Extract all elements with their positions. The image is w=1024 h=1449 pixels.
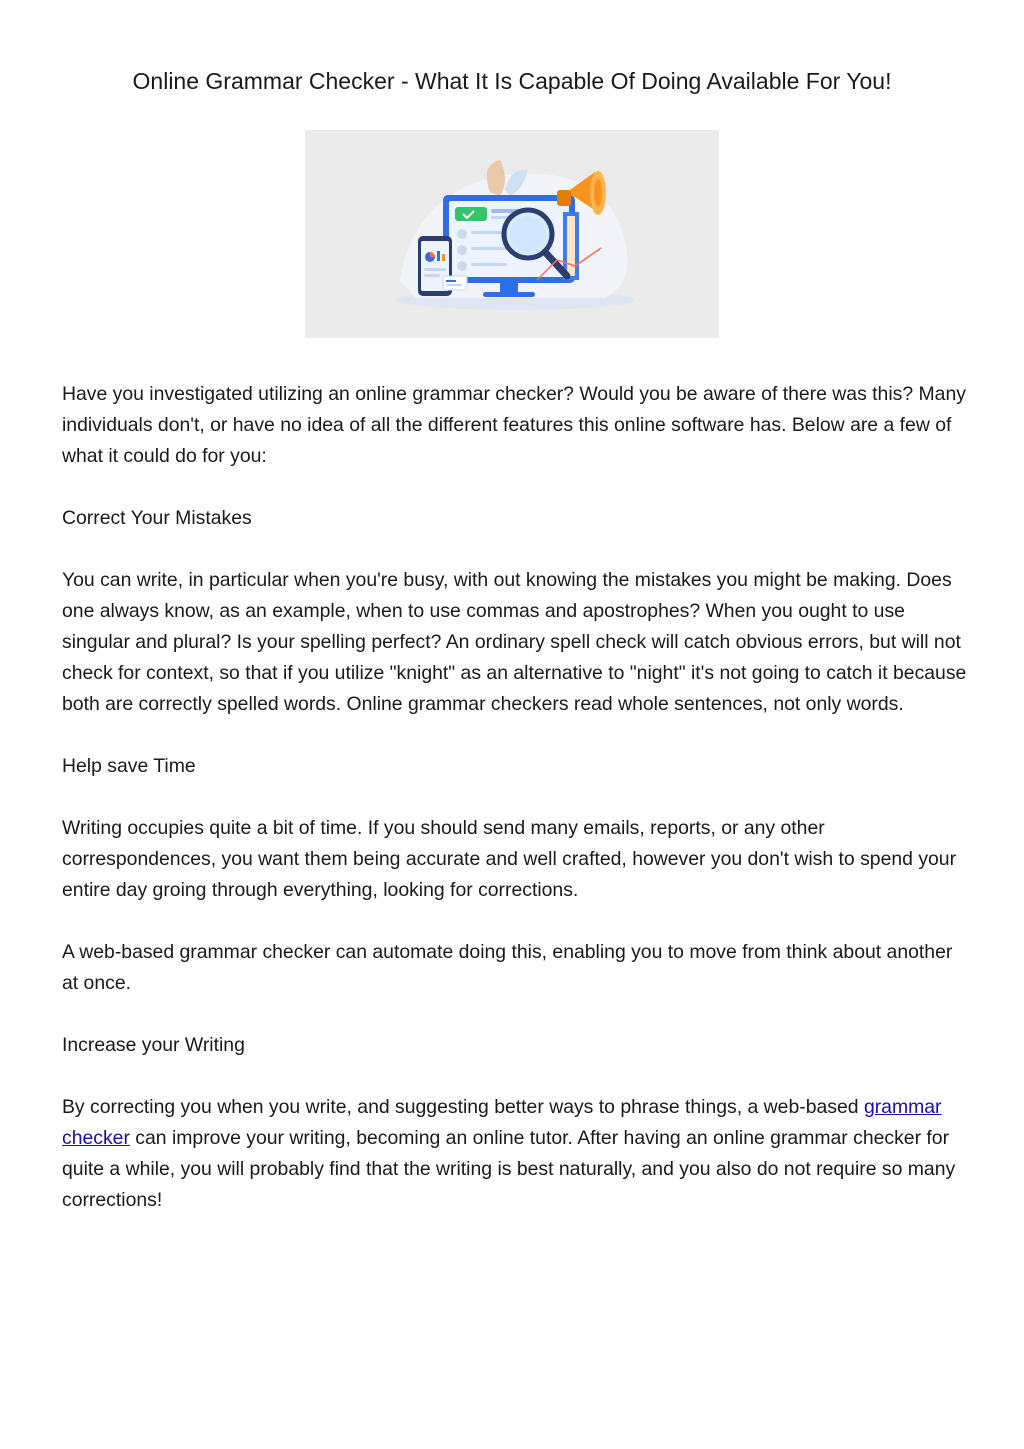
section-body-save-time-2: A web-based grammar checker can automate doing this, enabling you to move from think about another at once. [62, 941, 953, 994]
hero-image [305, 130, 719, 338]
intro-paragraph: Have you investigated utilizing an online grammar checker? Would you be aware of there was this? Many individuals don't, or have no idea of all the different features this online software has. Below are a few of what it could do for you: [62, 383, 966, 467]
section-heading-correct-mistakes: Correct Your Mistakes [62, 507, 252, 529]
body-text-before-link: By correcting you when you write, and suggesting better ways to phrase things, a web-based [62, 1096, 864, 1118]
section-body-save-time-1: Writing occupies quite a bit of time. If you should send many emails, reports, or any other correspondences, you want them being accurate and well crafted, however you don't wish to spend your entire day groing through everything, looking for corrections. [62, 817, 957, 901]
section-body-increase-writing [62, 1092, 967, 1216]
section-heading-save-time: Help save Time [62, 755, 196, 777]
grammar-checker-link[interactable]: grammar checker [62, 1096, 942, 1149]
section-heading-increase-writing: Increase your Writing [62, 1034, 245, 1056]
section-body-correct-mistakes: You can write, in particular when you're busy, with out knowing the mistakes you might be making. Does one always know, as an example, when to use commas and apostrophes? When you ought to use singular and plural? Is your spelling perfect? An ordinary spell check will catch obvious errors, but will not check for context, so that if you utilize "knight" as an alternative to "night" it's not going to catch it because both are correctly spelled words. Online grammar checkers read whole sentences, not only words. [62, 569, 967, 715]
article-body [62, 379, 967, 1247]
body-text-after-link: can improve your writing, becoming an online tutor. After having an online grammar checker for quite a while, you will probably find that the writing is best naturally, and you also do not require so many corrections! [62, 1127, 956, 1211]
document-title: Online Grammar Checker - What It Is Capable Of Doing Available For You! [132, 68, 892, 94]
grammar-checker-illustration-icon [305, 130, 719, 338]
